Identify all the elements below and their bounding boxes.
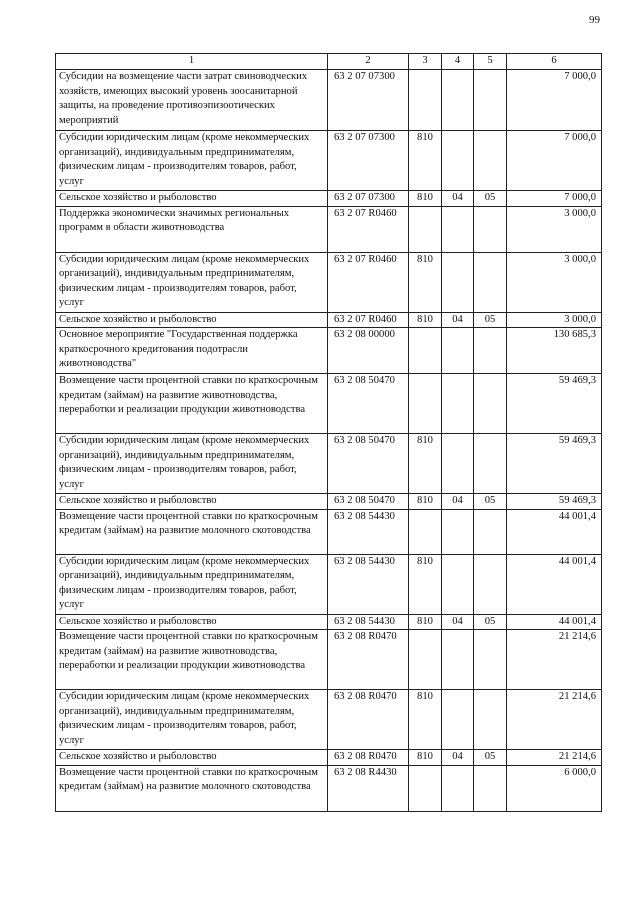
row-col-3: 810 bbox=[409, 554, 442, 614]
table-row bbox=[56, 70, 602, 131]
table-row bbox=[56, 494, 602, 510]
row-col-5 bbox=[474, 70, 507, 131]
row-col-4: 04 bbox=[442, 191, 474, 207]
row-col-5: 05 bbox=[474, 750, 507, 766]
row-col-5 bbox=[474, 131, 507, 191]
row-col-5 bbox=[474, 374, 507, 434]
table-row bbox=[56, 374, 602, 434]
header-row bbox=[56, 54, 602, 70]
row-amount: 6 000,0 bbox=[507, 765, 602, 811]
row-code: 63 2 08 54430 bbox=[328, 554, 409, 614]
table-row bbox=[56, 554, 602, 614]
row-code: 63 2 07 R0460 bbox=[328, 312, 409, 328]
row-col-3 bbox=[409, 328, 442, 374]
row-col-5 bbox=[474, 252, 507, 312]
row-col-4 bbox=[442, 630, 474, 690]
row-amount: 3 000,0 bbox=[507, 312, 602, 328]
row-code: 63 2 08 R0470 bbox=[328, 630, 409, 690]
page-number: 99 bbox=[589, 14, 600, 26]
table-row bbox=[56, 131, 602, 191]
row-col-5 bbox=[474, 206, 507, 252]
table-row bbox=[56, 206, 602, 252]
row-col-4 bbox=[442, 328, 474, 374]
row-amount: 44 001,4 bbox=[507, 554, 602, 614]
row-name: Возмещение части процентной ставки по краткосрочным кредитам (займам) на развитие молочного скотоводства bbox=[56, 765, 328, 811]
row-name: Основное мероприятие "Государственная поддержка краткосрочного кредитования подотрасли животноводства" bbox=[56, 328, 328, 374]
row-amount: 44 001,4 bbox=[507, 509, 602, 554]
row-col-3 bbox=[409, 509, 442, 554]
row-col-3: 810 bbox=[409, 690, 442, 750]
row-col-3: 810 bbox=[409, 750, 442, 766]
row-col-3: 810 bbox=[409, 434, 442, 494]
header-col-3: 3 bbox=[409, 54, 442, 70]
row-col-4: 04 bbox=[442, 750, 474, 766]
row-code: 63 2 08 54430 bbox=[328, 509, 409, 554]
row-col-3: 810 bbox=[409, 312, 442, 328]
row-col-5 bbox=[474, 434, 507, 494]
row-code: 63 2 07 R0460 bbox=[328, 252, 409, 312]
row-amount: 7 000,0 bbox=[507, 191, 602, 207]
table-row bbox=[56, 630, 602, 690]
row-col-5: 05 bbox=[474, 312, 507, 328]
row-col-3 bbox=[409, 630, 442, 690]
row-amount: 44 001,4 bbox=[507, 614, 602, 630]
row-col-5: 05 bbox=[474, 191, 507, 207]
row-code: 63 2 08 R4430 bbox=[328, 765, 409, 811]
table-row bbox=[56, 328, 602, 374]
row-name: Сельское хозяйство и рыболовство bbox=[56, 191, 328, 207]
row-amount: 21 214,6 bbox=[507, 750, 602, 766]
row-code: 63 2 08 50470 bbox=[328, 494, 409, 510]
row-name: Поддержка экономически значимых региональных программ в области животноводства bbox=[56, 206, 328, 252]
row-name: Сельское хозяйство и рыболовство bbox=[56, 494, 328, 510]
row-col-5 bbox=[474, 630, 507, 690]
row-name: Субсидии юридическим лицам (кроме некоммерческих организаций), индивидуальным предпринимателям, физическим лицам - производителям товаров, работ, услуг bbox=[56, 554, 328, 614]
row-col-4 bbox=[442, 252, 474, 312]
row-col-3: 810 bbox=[409, 191, 442, 207]
table-row bbox=[56, 434, 602, 494]
row-name: Сельское хозяйство и рыболовство bbox=[56, 312, 328, 328]
table-row bbox=[56, 191, 602, 207]
row-code: 63 2 08 54430 bbox=[328, 614, 409, 630]
row-name: Возмещение части процентной ставки по краткосрочным кредитам (займам) на развитие молочного скотоводства bbox=[56, 509, 328, 554]
row-col-4 bbox=[442, 131, 474, 191]
row-col-3 bbox=[409, 70, 442, 131]
row-col-3 bbox=[409, 765, 442, 811]
row-col-5: 05 bbox=[474, 614, 507, 630]
row-col-3: 810 bbox=[409, 494, 442, 510]
row-amount: 21 214,6 bbox=[507, 690, 602, 750]
row-col-3: 810 bbox=[409, 252, 442, 312]
table-row bbox=[56, 765, 602, 811]
row-col-5 bbox=[474, 690, 507, 750]
row-col-4 bbox=[442, 554, 474, 614]
row-name: Субсидии юридическим лицам (кроме некоммерческих организаций), индивидуальным предпринимателям, физическим лицам - производителям товаров, работ, услуг bbox=[56, 252, 328, 312]
row-col-4 bbox=[442, 434, 474, 494]
budget-table bbox=[55, 53, 602, 812]
table-row bbox=[56, 509, 602, 554]
table-row bbox=[56, 750, 602, 766]
header-col-4: 4 bbox=[442, 54, 474, 70]
row-code: 63 2 07 07300 bbox=[328, 191, 409, 207]
row-name: Возмещение части процентной ставки по краткосрочным кредитам (займам) на развитие животноводства, переработки и реализации продукции животноводства bbox=[56, 630, 328, 690]
row-code: 63 2 07 07300 bbox=[328, 131, 409, 191]
row-amount: 21 214,6 bbox=[507, 630, 602, 690]
row-col-4 bbox=[442, 509, 474, 554]
row-code: 63 2 08 R0470 bbox=[328, 690, 409, 750]
table-row bbox=[56, 690, 602, 750]
row-col-4 bbox=[442, 374, 474, 434]
row-col-5 bbox=[474, 509, 507, 554]
table-body bbox=[56, 70, 602, 812]
table-row bbox=[56, 312, 602, 328]
row-col-4 bbox=[442, 206, 474, 252]
row-col-5 bbox=[474, 328, 507, 374]
header-col-6: 6 bbox=[507, 54, 602, 70]
table-row bbox=[56, 614, 602, 630]
row-amount: 3 000,0 bbox=[507, 206, 602, 252]
row-col-4 bbox=[442, 690, 474, 750]
row-name: Сельское хозяйство и рыболовство bbox=[56, 614, 328, 630]
row-name: Возмещение части процентной ставки по краткосрочным кредитам (займам) на развитие животноводства, переработки и реализации продукции животноводства bbox=[56, 374, 328, 434]
row-code: 63 2 07 07300 bbox=[328, 70, 409, 131]
row-name: Субсидии юридическим лицам (кроме некоммерческих организаций), индивидуальным предпринимателям, физическим лицам - производителям товаров, работ, услуг bbox=[56, 434, 328, 494]
row-code: 63 2 08 R0470 bbox=[328, 750, 409, 766]
row-code: 63 2 08 00000 bbox=[328, 328, 409, 374]
row-col-4: 04 bbox=[442, 312, 474, 328]
row-col-3: 810 bbox=[409, 131, 442, 191]
row-col-3: 810 bbox=[409, 614, 442, 630]
row-name: Субсидии на возмещение части затрат свиноводческих хозяйств, имеющих высокий уровень зоосанитарной защиты, на проведение противоэпизоотических мероприятий bbox=[56, 70, 328, 131]
header-col-2: 2 bbox=[328, 54, 409, 70]
row-amount: 59 469,3 bbox=[507, 374, 602, 434]
row-name: Субсидии юридическим лицам (кроме некоммерческих организаций), индивидуальным предпринимателям, физическим лицам - производителям товаров, работ, услуг bbox=[56, 690, 328, 750]
row-col-5: 05 bbox=[474, 494, 507, 510]
row-code: 63 2 07 R0460 bbox=[328, 206, 409, 252]
row-col-4: 04 bbox=[442, 614, 474, 630]
row-col-5 bbox=[474, 554, 507, 614]
row-amount: 7 000,0 bbox=[507, 131, 602, 191]
header-col-1: 1 bbox=[56, 54, 328, 70]
row-code: 63 2 08 50470 bbox=[328, 434, 409, 494]
row-amount: 7 000,0 bbox=[507, 70, 602, 131]
row-amount: 59 469,3 bbox=[507, 494, 602, 510]
row-col-4 bbox=[442, 765, 474, 811]
row-col-5 bbox=[474, 765, 507, 811]
row-code: 63 2 08 50470 bbox=[328, 374, 409, 434]
row-amount: 59 469,3 bbox=[507, 434, 602, 494]
row-col-4: 04 bbox=[442, 494, 474, 510]
row-col-3 bbox=[409, 374, 442, 434]
table-row bbox=[56, 252, 602, 312]
row-col-4 bbox=[442, 70, 474, 131]
row-name: Сельское хозяйство и рыболовство bbox=[56, 750, 328, 766]
row-name: Субсидии юридическим лицам (кроме некоммерческих организаций), индивидуальным предпринимателям, физическим лицам - производителям товаров, работ, услуг bbox=[56, 131, 328, 191]
table-header bbox=[56, 54, 602, 70]
header-col-5: 5 bbox=[474, 54, 507, 70]
row-col-3 bbox=[409, 206, 442, 252]
row-amount: 3 000,0 bbox=[507, 252, 602, 312]
row-amount: 130 685,3 bbox=[507, 328, 602, 374]
